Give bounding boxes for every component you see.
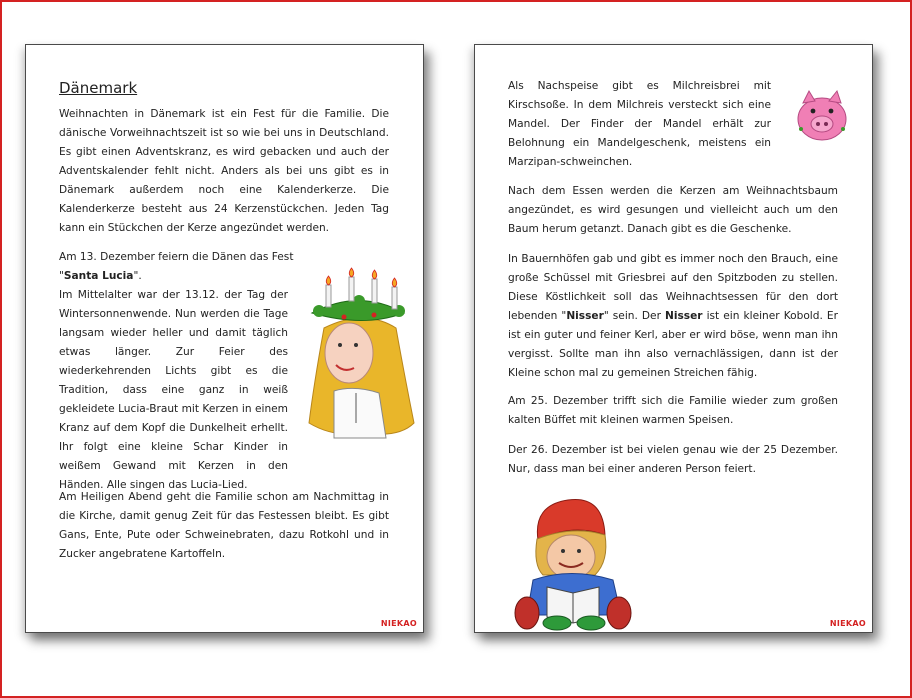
nisser-name: Nisser <box>566 310 604 322</box>
nisser-text-c: ist ein kleiner Kobold. Er ist ein guter und feiner Kerl, aber er wird böse, wenn man ihn vergisst. Sollte man ihn also vernachlässigen, dann ist der Kleine schon mal zu gemeinen Streichen fähig. <box>508 310 838 379</box>
nisser-paragraph: In Bauernhöfen gab und gibt es immer noch den Brauch, eine große Schüssel mit Griesbrei auf den Spitzboden zu stellen. Diese Köstlichkeit soll das Weihnachtsessen für den dort lebenden "Nisser" sein. Der Nisser ist ein kleiner Kobold. Er ist ein guter und feiner Kerl, aber er wird böse, wenn man ihn vergisst. Sollte man ihn also vernachlässigen, dann ist der Kleine schon mal zu gemeinen Streichen fähig. <box>508 253 838 379</box>
lucia-name: Santa Lucia <box>63 270 134 282</box>
lucia-illustration <box>304 273 419 438</box>
right-page <box>474 44 873 633</box>
lucia-intro: Am 13. Dezember feiern die Dänen das Fest <box>59 251 294 263</box>
tree-paragraph: Nach dem Essen werden die Kerzen am Weihnachtsbaum angezündet, es wird gesungen und vielleicht auch um den Baum herum getanzt. Danach gibt es die Geschenke. <box>508 185 838 235</box>
nisser-text-b: sein. Der <box>612 310 661 322</box>
page-title: Dänemark <box>59 79 138 97</box>
gnome-illustration <box>513 495 638 633</box>
dec26-paragraph: Der 26. Dezember ist bei vielen genau wie der 25 Dezember. Nur, dass man bei einer anderen Person feiert. <box>508 444 838 475</box>
lucia-paragraph: Am 13. Dezember feiern die Dänen das Fest "Santa Lucia". <box>59 251 294 282</box>
dec25-paragraph: Am 25. Dezember trifft sich die Familie wieder zum großen kalten Büffet mit kleinen warmen Speisen. <box>508 395 838 426</box>
nisser-name-2: Nisser <box>665 310 703 322</box>
nisser-text-a: In Bauernhöfen gab und gibt es immer noch den Brauch, eine große Schüssel mit Griesbrei auf den Spitzboden zu stellen. Diese Köstlichkeit soll das Weihnachtsessen für den dort lebenden <box>508 253 838 322</box>
brand-mark: NIEKAO <box>380 619 417 628</box>
pig-illustration <box>795 89 849 143</box>
lucia-body: Im Mittelalter war der 13.12. der Tag der Wintersonnenwende. Nun werden die Tage langsam wieder heller und damit täglich etwas länger. Zur Feier des wiederkehrenden Lichts gibt es die Tradition, dass eine ganz in weiß gekleidete Lucia-Braut mit Kerzen in einem Kranz auf dem Kopf die Dunkelheit erhellt. Ihr folgt eine kleine Schar Kinder in weißem Gewand mit Kerzen in den Händen. Alle singen das Lucia-Lied. <box>59 289 288 491</box>
intro-paragraph: Weihnachten in Dänemark ist ein Fest für die Familie. Die dänische Vorweihnachtszeit ist so wie bei uns in Deutschland. Es gibt einen Adventskranz, es wird gebacken und auch der Adventskalender fehlt nicht. Anders als bei uns gibt es in Dänemark außerdem noch eine Kalenderkerze. Die Kalenderkerze besteht aus 24 Kerzenstückchen. Jeden Tag kann ein Stückchen der Kerze angezündet werden. <box>59 108 389 234</box>
brand-mark-2: NIEKAO <box>829 619 866 628</box>
christmas-eve-paragraph: Am Heiligen Abend geht die Familie schon am Nachmittag in die Kirche, damit genug Zeit für das Festessen bleibt. Es gibt Gans, Ente, Pute oder Schweinebraten, dazu Rotkohl und in Zucker angebratene Kartoffeln. <box>59 491 389 560</box>
left-page <box>25 44 424 633</box>
dessert-paragraph: Als Nachspeise gibt es Milchreisbrei mit Kirschsoße. In dem Milchreis versteckt sich eine Mandel. Der Finder der Mandel erhält zur Belohnung ein Mandelgeschenk, meistens ein Marzipan-schweinchen. <box>508 80 771 168</box>
